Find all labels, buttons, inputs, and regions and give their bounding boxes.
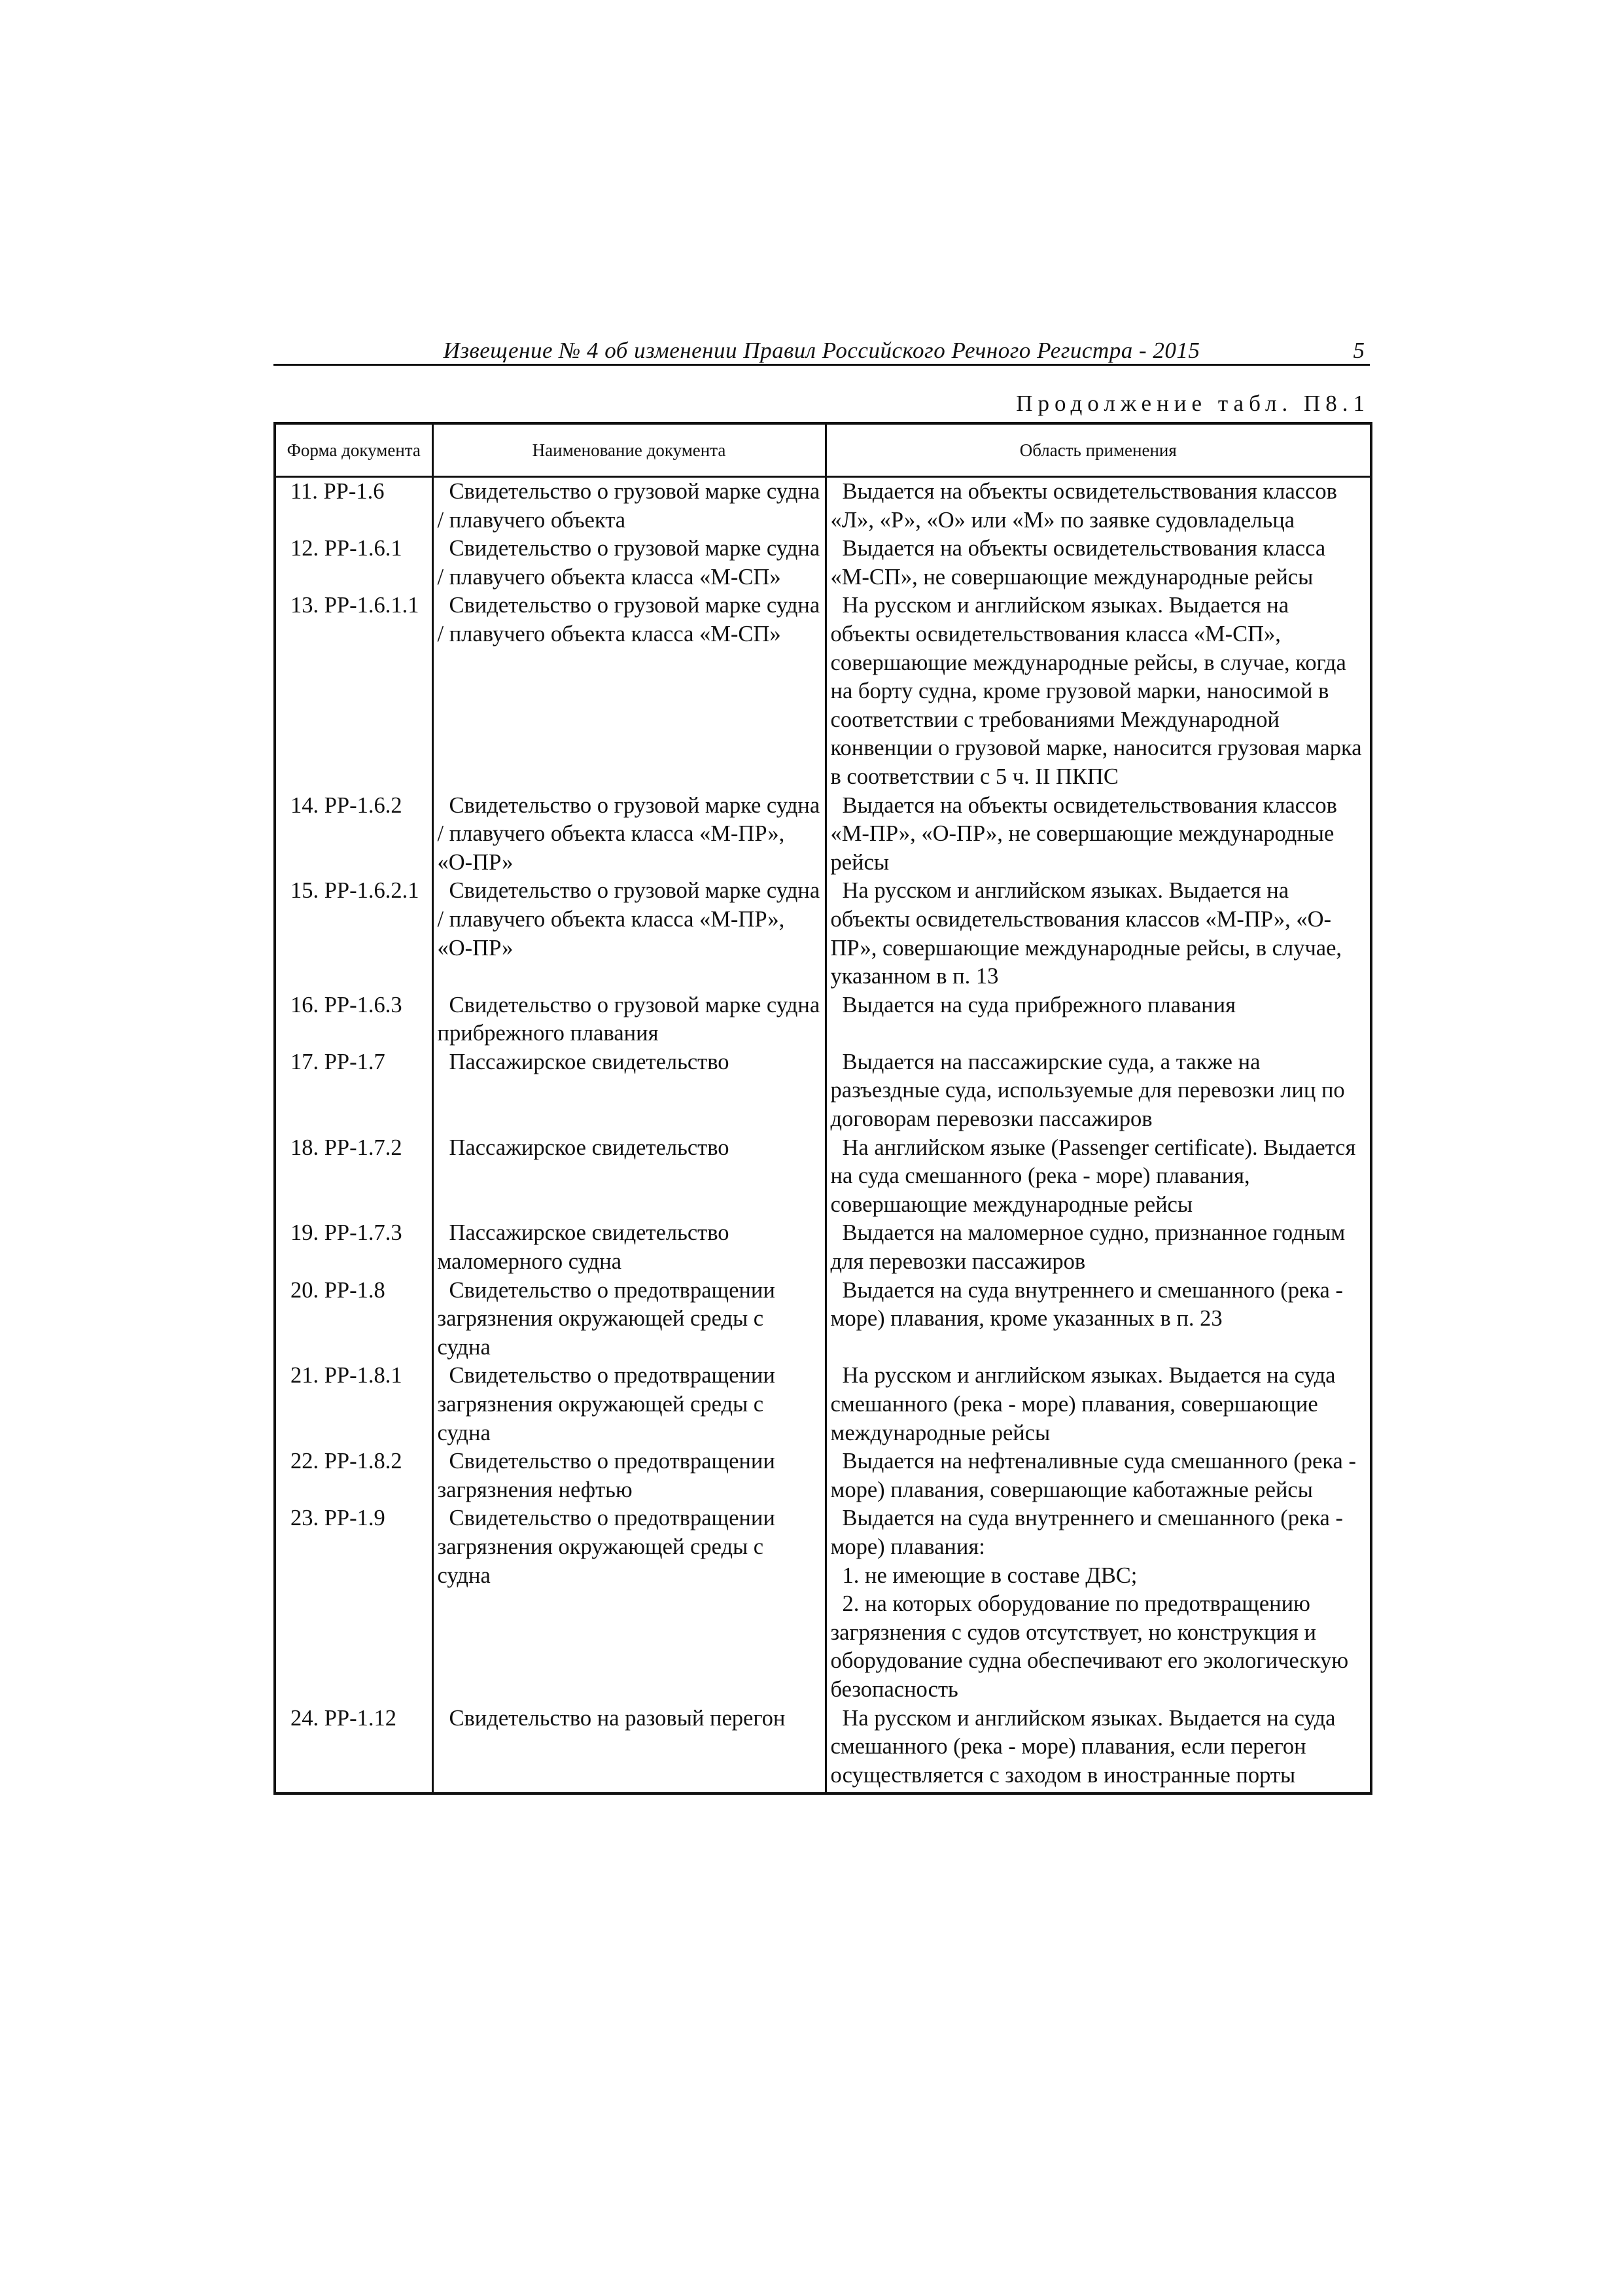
running-header: [273, 335, 1370, 366]
form-cell: 11. РР-1.6: [275, 477, 432, 535]
form-cell: 19. РР-1.7.3: [275, 1219, 432, 1276]
scope-text: Выдается на объекты освидетельствования классов «М-ПР», «О-ПР», не совершающие международные рейсы: [830, 792, 1337, 875]
form-cell: 22. РР-1.8.2: [275, 1447, 432, 1504]
name-cell: [432, 1362, 826, 1447]
form-cell: 12. РР-1.6.1: [275, 535, 432, 592]
scope-text: Выдается на суда внутреннего и смешанного (река - море) плавания, кроме указанных в п. 23: [830, 1277, 1343, 1332]
scope-text: На русском и английском языках. Выдается на суда смешанного (река - море) плавания, если перегон осуществляется с заходом в иностранные порты: [830, 1705, 1336, 1788]
scope-text: Выдается на объекты освидетельствования класса «М-СП», не совершающие международные рейсы: [830, 536, 1326, 590]
table-row: [275, 1134, 1371, 1220]
name-cell: [432, 1219, 826, 1276]
scope-text: На русском и английском языках. Выдается на объекты освидетельствования классов «М-ПР», «О-ПР», совершающие международные рейсы, в случае, указанном в п. 13: [830, 878, 1342, 989]
form-cell: 14. РР-1.6.2: [275, 792, 432, 877]
name-cell: [432, 792, 826, 877]
name-text: Свидетельство о грузовой марке судна / плавучего объекта класса «М-СП»: [437, 536, 820, 590]
table-row: [275, 1362, 1371, 1447]
form-cell: 13. РР-1.6.1.1: [275, 592, 432, 791]
scope-text: Выдается на маломерное судно, признанное годным для перевозки пассажиров: [830, 1220, 1346, 1275]
name-cell: [432, 535, 826, 592]
form-cell: 24. РР-1.12: [275, 1704, 432, 1794]
name-text: Свидетельство на разовый перегон: [449, 1705, 786, 1731]
scope-cell: [826, 1704, 1371, 1794]
scope-text: На русском и английском языках. Выдается на объекты освидетельствования класса «М-СП», совершающие международные рейсы, в случае, когда на борту судна, кроме грузовой марки, наносимой в соответствии с требованиями Международной конвенции о грузовой марке, наносится грузовая марка в соответствии с 5 ч. II ПКПС: [830, 593, 1362, 789]
table-row: [275, 792, 1371, 877]
scope-cell: [826, 592, 1371, 791]
scope-cell: [826, 1219, 1371, 1276]
table-row: [275, 1504, 1371, 1704]
table-continuation-label: Продолжение табл. П8.1: [1016, 391, 1370, 416]
scope-cell: [826, 1504, 1371, 1704]
scope-text: Выдается на пассажирские суда, а также на разъездные суда, используемые для перевозки лиц по договорам перевозки пассажиров: [830, 1049, 1345, 1132]
column-header-scope: Область применения: [826, 423, 1371, 477]
name-text: Пассажирское свидетельство: [449, 1049, 729, 1074]
scope-text: На русском и английском языках. Выдается на суда смешанного (река - море) плавания, совершающие международные рейсы: [830, 1363, 1336, 1445]
name-cell: [432, 1277, 826, 1362]
name-text: Свидетельство о предотвращении загрязнения окружающей среды с судна: [437, 1506, 775, 1588]
form-cell: 15. РР-1.6.2.1: [275, 877, 432, 991]
page-number: 5: [1353, 338, 1365, 363]
table-row: [275, 535, 1371, 592]
form-cell: 21. РР-1.8.1: [275, 1362, 432, 1447]
scope-cell: [826, 477, 1371, 535]
name-text: Свидетельство о предотвращении загрязнения нефтью: [437, 1449, 775, 1502]
name-cell: [432, 1447, 826, 1504]
name-cell: [432, 592, 826, 791]
scope-cell: [826, 1134, 1371, 1220]
scope-text: Выдается на нефтеналивные суда смешанного (река - море) плавания, совершающие каботажные рейсы: [830, 1449, 1356, 1502]
name-text: Свидетельство о предотвращении загрязнения окружающей среды с судна: [437, 1277, 775, 1360]
table-row: [275, 991, 1371, 1048]
table-row: [275, 877, 1371, 991]
scope-cell: [826, 1277, 1371, 1362]
scope-text: Выдается на объекты освидетельствования классов «Л», «Р», «О» или «М» по заявке судовладельца: [830, 479, 1337, 533]
table-row: [275, 1277, 1371, 1362]
scope-list-item: 2. на которых оборудование по предотвращению загрязнения с судов отсутствует, но конструкция и оборудование судна обеспечивают его экологическую безопасность: [830, 1591, 1349, 1702]
scope-cell: [826, 1362, 1371, 1447]
name-text: Свидетельство о грузовой марке судна / плавучего объекта класса «М-ПР», «О-ПР»: [437, 792, 820, 875]
table-row: [275, 1447, 1371, 1504]
table-row: [275, 1048, 1371, 1134]
scope-text: На английском языке (Passenger certificate). Выдается на суда смешанного (река - море) плавания, совершающие международные рейсы: [830, 1135, 1356, 1217]
form-cell: 18. РР-1.7.2: [275, 1134, 432, 1220]
scope-cell: [826, 991, 1371, 1048]
table-row: [275, 477, 1371, 535]
name-text: Свидетельство о грузовой марке судна / плавучего объекта класса «М-ПР», «О-ПР»: [437, 878, 820, 961]
form-cell: 23. РР-1.9: [275, 1504, 432, 1704]
column-header-name: Наименование документа: [432, 423, 826, 477]
scope-cell: [826, 877, 1371, 991]
column-header-form: Форма документа: [275, 423, 432, 477]
table-row: [275, 1704, 1371, 1794]
scope-cell: [826, 535, 1371, 592]
name-cell: [432, 991, 826, 1048]
name-cell: [432, 1704, 826, 1794]
name-text: Свидетельство о грузовой марке судна прибрежного плавания: [437, 992, 820, 1046]
name-text: Пассажирское свидетельство: [449, 1135, 729, 1160]
name-cell: [432, 1504, 826, 1704]
form-cell: 17. РР-1.7: [275, 1048, 432, 1134]
name-cell: [432, 1048, 826, 1134]
scope-text: Выдается на суда прибрежного плавания: [842, 992, 1236, 1017]
documents-table: [273, 422, 1372, 1795]
table-row: [275, 1219, 1371, 1276]
name-text: Свидетельство о предотвращении загрязнения окружающей среды с судна: [437, 1363, 775, 1445]
scope-list-item: 1. не имеющие в составе ДВС;: [842, 1563, 1138, 1588]
name-cell: [432, 877, 826, 991]
name-cell: [432, 1134, 826, 1220]
name-text: Свидетельство о грузовой марке судна / плавучего объекта класса «М-СП»: [437, 593, 820, 646]
table-header-row: [275, 423, 1371, 477]
form-cell: 20. РР-1.8: [275, 1277, 432, 1362]
name-cell: [432, 477, 826, 535]
scope-cell: [826, 792, 1371, 877]
name-text: Пассажирское свидетельство маломерного судна: [437, 1220, 729, 1275]
header-title: Извещение № 4 об изменении Правил Российского Речного Регистра - 2015: [443, 338, 1200, 363]
table-row: [275, 592, 1371, 791]
scope-cell: [826, 1048, 1371, 1134]
name-text: Свидетельство о грузовой марке судна / плавучего объекта: [437, 479, 820, 533]
scope-cell: [826, 1447, 1371, 1504]
scope-text: Выдается на суда внутреннего и смешанного (река - море) плавания:: [830, 1506, 1343, 1559]
form-cell: 16. РР-1.6.3: [275, 991, 432, 1048]
